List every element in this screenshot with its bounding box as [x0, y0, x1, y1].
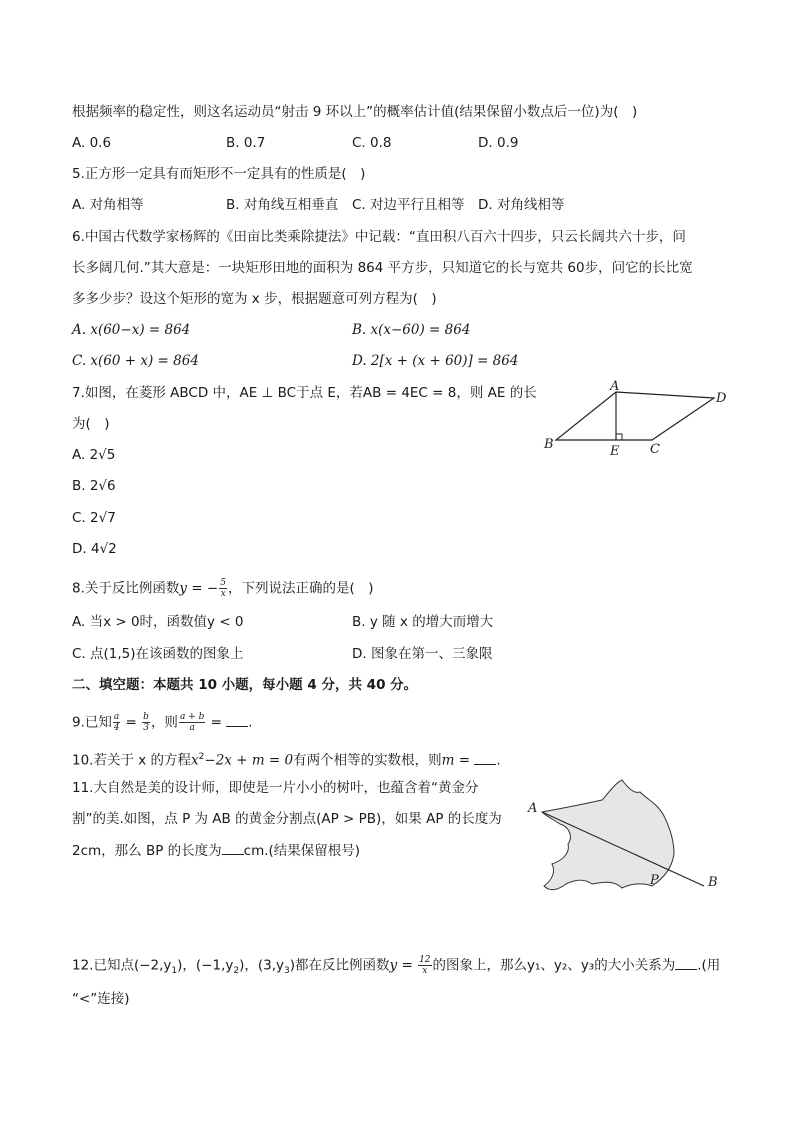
- label-e: E: [610, 444, 620, 459]
- q5-option-d: D. 对角线相等: [478, 197, 565, 213]
- q4-option-a: A. 0.6: [72, 135, 112, 151]
- q7-option-b: B. 2√6: [72, 478, 116, 494]
- q5-option-c: C. 对边平行且相等: [352, 197, 465, 213]
- q11-line-3: 2cm，那么 BP 的长度为 cm.(结果保留根号): [72, 843, 361, 859]
- q12-line-1: 12.已知点$(-2,y_1)$，$(-1,y_2)$，$(3,y_3)$都在反比例函数y = $\frac{12}{x}$ 的图象上，那么y₁、y₂、y₃的大小关系为 .(用: [72, 955, 721, 977]
- q8-fraction: $\frac{5}{x}$: [220, 578, 226, 599]
- q6-line-1: 6.中国古代数学家杨辉的《田亩比类乘除捷法》中记载：“直田积八百六十四步，只云长阔共六十步，问: [72, 229, 686, 245]
- label-d: D: [716, 391, 727, 406]
- q6-line-3: 多多少步？设这个矩形的宽为 x 步，根据题意可列方程为( ): [72, 291, 437, 307]
- leaf-figure: [524, 774, 734, 904]
- q12-answer-blank[interactable]: [675, 957, 697, 970]
- q11-line-1: 11.大自然是美的设计师，即使是一片小小的树叶，也蕴含着“黄金分: [72, 780, 479, 796]
- q12-line-2: “<”连接): [72, 991, 130, 1007]
- q11-line-2: 割”的美.如图，点 P 为 AB 的黄金分割点(AP > PB)，如果 AP 的长度为: [72, 811, 502, 827]
- label-b: B: [544, 437, 554, 452]
- leaf-label-a: A: [528, 801, 538, 816]
- q8-prefix: 8.关于反比例函数: [72, 580, 180, 597]
- q8-option-a: A. 当x > 0时，函数值y < 0: [72, 614, 244, 630]
- q6-option-b: B. x(x−60) = 864: [352, 322, 471, 338]
- q8-suffix: ，下列说法正确的是( ): [227, 580, 374, 597]
- q8-option-c: C. 点(1,5)在该函数的图象上: [72, 646, 244, 662]
- q8-func: y = −: [179, 580, 219, 597]
- q5-option-b: B. 对角线互相垂直: [226, 197, 339, 213]
- q7-option-d: D. 4√2: [72, 541, 117, 557]
- q4-option-c: C. 0.8: [352, 135, 392, 151]
- q5-option-a: A. 对角相等: [72, 197, 144, 213]
- q9-question: 9.已知 $\frac{a}{4}$ = $\frac{b}{3}$ ，则 $\frac{a + b}{a}$ = .: [72, 712, 253, 733]
- section-2-heading: 二、填空题：本题共 10 小题，每小题 4 分，共 40 分。: [72, 677, 418, 693]
- q4-text: 根据频率的稳定性，则这名运动员“射击 9 环以上”的概率估计值(结果保留小数点后一位)为( ): [72, 104, 638, 120]
- label-c: C: [650, 442, 660, 457]
- q9-answer-blank[interactable]: [226, 714, 248, 727]
- q5-text: 5.正方形一定具有而矩形不一定具有的性质是( ): [72, 166, 366, 182]
- rhombus-figure: [540, 380, 730, 460]
- q6-option-c: C. x(60 + x) = 864: [72, 353, 199, 369]
- q6-option-a: A. x(60−x) = 864: [72, 322, 191, 338]
- leaf-label-p: P: [650, 873, 659, 888]
- q7-option-c: C. 2√7: [72, 510, 116, 526]
- q8-question: [72, 578, 374, 599]
- q4-option-b: B. 0.7: [226, 135, 266, 151]
- q11-answer-blank[interactable]: [222, 842, 244, 855]
- q10-question: 10.若关于 x 的方程$x^2-2x + m = 0$有两个相等的实数根，则m = .: [72, 752, 501, 769]
- leaf-label-b: B: [708, 875, 718, 890]
- q6-option-d: D. 2[x + (x + 60)] = 864: [352, 353, 519, 369]
- q7-line-1: 7.如图，在菱形 ABCD 中，AE ⊥ BC于点 E，若AB = 4EC = 8，则 AE 的长: [72, 385, 537, 401]
- q8-option-b: B. y 随 x 的增大而增大: [352, 614, 494, 630]
- q8-option-d: D. 图象在第一、三象限: [352, 646, 493, 662]
- q10-answer-blank[interactable]: [474, 752, 496, 765]
- q7-option-a: A. 2√5: [72, 447, 116, 463]
- q7-line-2: 为( ): [72, 416, 110, 432]
- q4-option-d: D. 0.9: [478, 135, 519, 151]
- q6-line-2: 长多阔几何.”其大意是：一块矩形田地的面积为 864 平方步，只知道它的长与宽共 60步，问它的长比宽: [72, 260, 693, 276]
- label-a: A: [610, 380, 620, 394]
